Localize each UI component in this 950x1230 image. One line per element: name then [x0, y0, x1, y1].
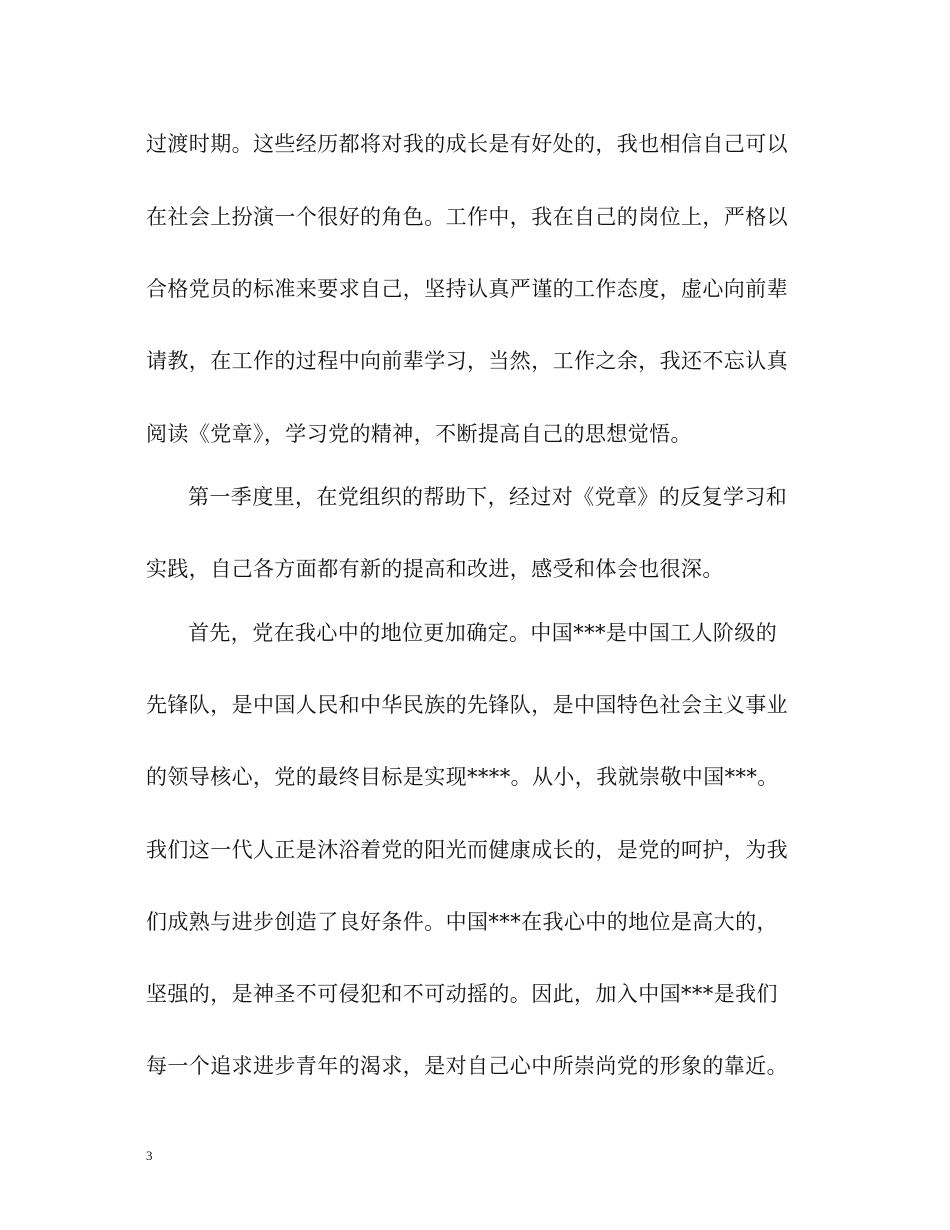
- text-line: 阅读《党章》，学习党的精神，不断提高自己的思想觉悟。: [146, 422, 692, 446]
- text-line: 合格党员的标准来要求自己，坚持认真严谨的工作态度，虚心向前辈: [146, 277, 788, 301]
- text-line: 每一个追求进步青年的渴求，是对自己心中所崇尚党的形象的靠近。: [146, 1054, 788, 1078]
- text-line: 我们这一代人正是沐浴着党的阳光而健康成长的，是党的呵护，为我: [146, 838, 788, 862]
- paragraph-first-line: 首先，党在我心中的地位更加确定。中国***是中国工人阶级的: [188, 621, 778, 645]
- text-line: 坚强的，是神圣不可侵犯和不可动摇的。因此，加入中国***是我们: [146, 982, 778, 1006]
- page-number: 3: [146, 1148, 153, 1163]
- text-line: 的领导核心，党的最终目标是实现****。从小，我就崇敬中国***。: [146, 765, 779, 789]
- text-line: 们成熟与进步创造了良好条件。中国***在我心中的地位是高大的，: [146, 910, 778, 934]
- text-line: 先锋队，是中国人民和中华民族的先锋队，是中国特色社会主义事业: [146, 693, 788, 717]
- text-line: 在社会上扮演一个很好的角色。工作中，我在自己的岗位上，严格以: [146, 205, 788, 229]
- text-line: 过渡时期。这些经历都将对我的成长是有好处的，我也相信自己可以: [146, 132, 788, 156]
- paragraph-first-line: 第一季度里，在党组织的帮助下，经过对《党章》的反复学习和: [188, 485, 788, 509]
- text-line: 请教，在工作的过程中向前辈学习，当然，工作之余，我还不忘认真: [146, 349, 788, 373]
- text-line: 实践，自己各方面都有新的提高和改进，感受和体会也很深。: [146, 557, 724, 581]
